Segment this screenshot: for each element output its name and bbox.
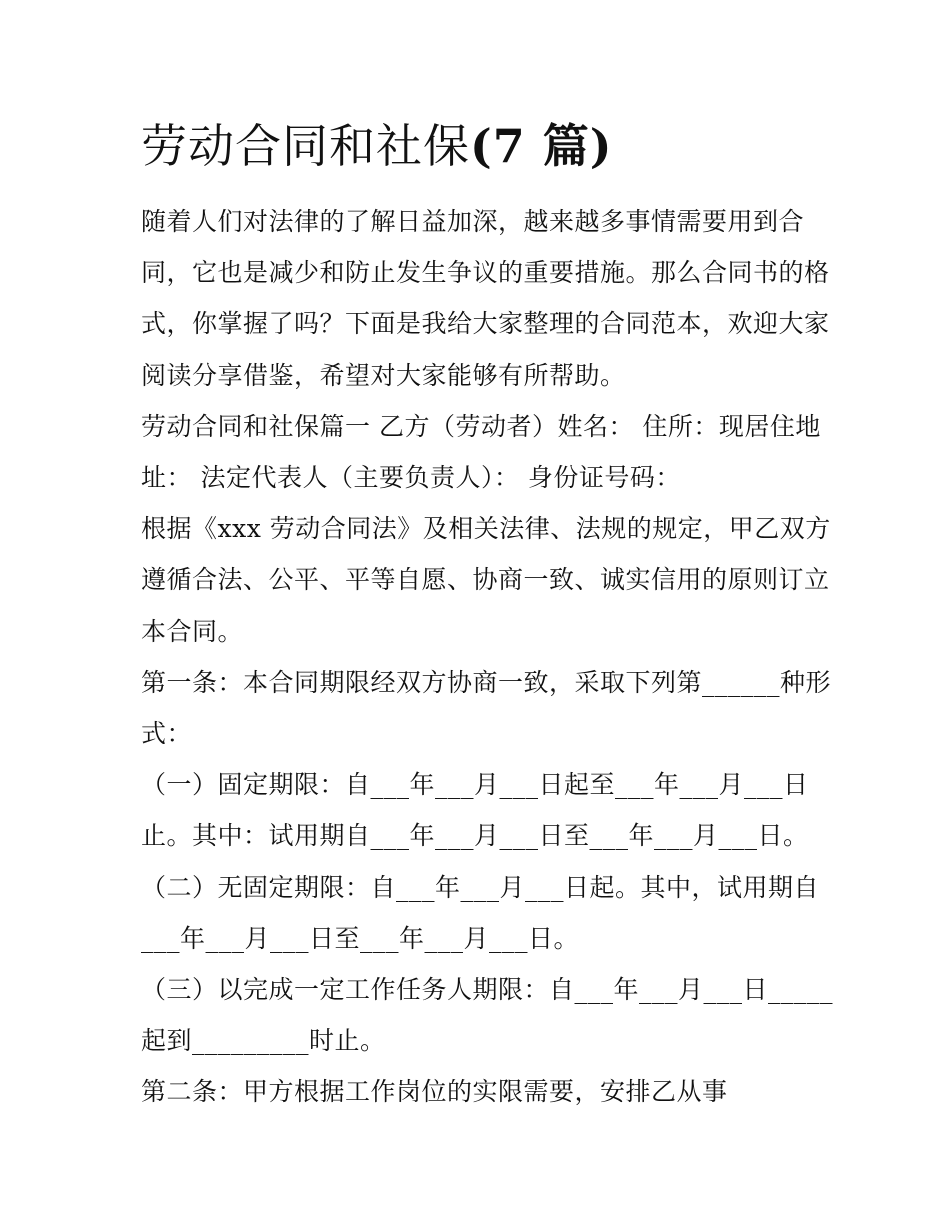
text-line: 止。其中：试用期自___年___月___日至___年___月___日。 xyxy=(141,821,809,851)
text-line: 随着人们对法律的了解日益加深，越来越多事情需要用到合 xyxy=(141,207,805,236)
document-body xyxy=(141,196,834,1118)
article-one-paragraph xyxy=(141,657,832,759)
article-two-paragraph xyxy=(141,1066,813,1117)
text-line: 式，你掌握了吗？下面是我给大家整理的合同范本，欢迎大家 xyxy=(141,309,830,339)
text-line: 址： 法定代表人（主要负责人）： 身份证号码： xyxy=(141,463,681,493)
fixed-term-paragraph xyxy=(141,759,813,861)
text-line: （一）固定期限：自___年___月___日起至___年___月___日 xyxy=(141,770,809,800)
legal-basis-paragraph xyxy=(141,503,831,657)
text-line: 第一条：本合同期限经双方协商一致，采取下列第______种形 xyxy=(141,667,832,697)
party-info-paragraph xyxy=(141,401,821,503)
text-line: 遵循合法、公平、平等自愿、协商一致、诚实信用的原则订立 xyxy=(141,565,830,595)
text-line: 同，它也是减少和防止发生争议的重要措施。那么合同书的格 xyxy=(141,258,830,288)
text-line: 式： xyxy=(141,719,193,749)
title-suffix: (7 篇) xyxy=(470,119,613,173)
text-line: 根据《xxx 劳动合同法》及相关法律、法规的规定，甲乙双方 xyxy=(141,514,831,544)
intro-paragraph xyxy=(141,196,830,401)
text-line: （三）以完成一定工作任务人期限：自___年___月___日_____ xyxy=(141,975,834,1005)
text-line: ___年___月___日至___年___月___日。 xyxy=(141,923,580,953)
text-line: 第二条：甲方根据工作岗位的实限需要，安排乙从事 xyxy=(141,1077,728,1107)
text-line: 劳动合同和社保篇一 乙方（劳动者）姓名： 住所：现居住地 xyxy=(141,411,821,441)
title-main: 劳动合同和社保 xyxy=(141,119,470,173)
text-line: 阅读分享借鉴，希望对大家能够有所帮助。 xyxy=(141,360,626,390)
document-title xyxy=(141,114,613,178)
open-term-paragraph xyxy=(141,862,820,964)
text-line: 起到_________时止。 xyxy=(141,1026,386,1056)
text-line: （二）无固定期限：自___年___月___日起。其中，试用期自 xyxy=(141,872,820,902)
task-term-paragraph xyxy=(141,964,834,1066)
text-line: 本合同。 xyxy=(141,616,244,646)
